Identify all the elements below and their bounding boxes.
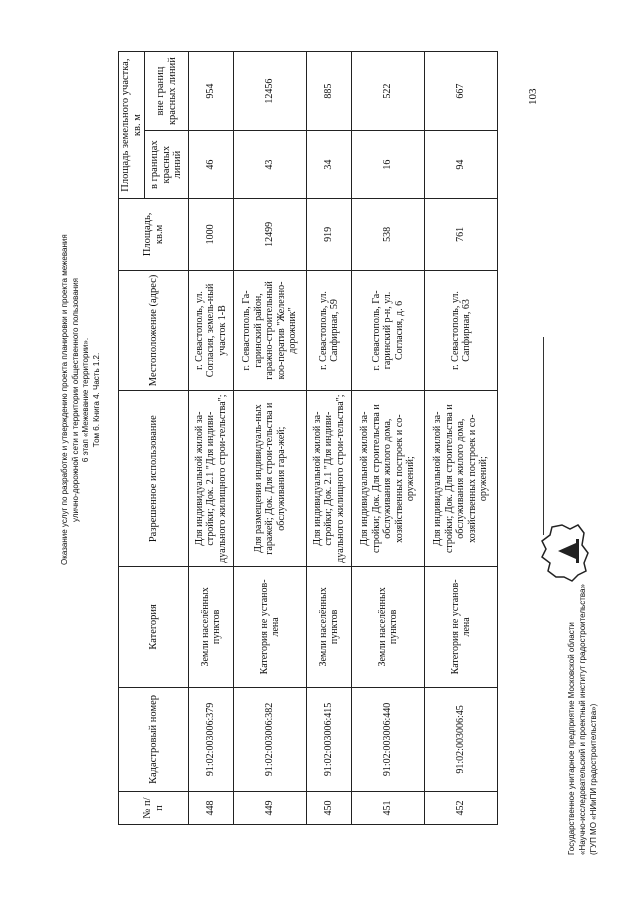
- document-header: [60, 235, 102, 565]
- cell-permitted-use: Для индивидуальной жилой за-стройки; Док. Для строительства и обслуживания жилого дома, хозяйственных построек и со-оружений;: [352, 391, 425, 567]
- cell-inside: 43: [234, 131, 307, 199]
- cell-cadastral: 91:02:003006:440: [352, 687, 425, 791]
- header-outside-red-lines: вне границ красных линий: [145, 52, 189, 131]
- footer: [566, 495, 599, 855]
- footer-line: (ГУП МО «НИиПИ градостроительства»): [589, 703, 598, 855]
- cell-inside: 46: [189, 131, 234, 199]
- footer-line: «Научно-исследовательский и проектный институт градостроительства»: [578, 584, 587, 855]
- land-plots-table: [118, 51, 498, 825]
- cell-area: 919: [307, 199, 352, 270]
- cell-outside: 522: [352, 52, 425, 131]
- table-row: [307, 52, 352, 825]
- cell-num: 451: [352, 792, 425, 825]
- cell-area: 538: [352, 199, 425, 270]
- cell-category: Категория не установ-лена: [425, 567, 498, 688]
- header-category: Категория: [119, 567, 189, 688]
- cell-permitted-use: Для индивидуальной жилой за-стройки; Док. 2.1 "Для индиви-дуального жилищного строи-тельства";: [189, 391, 234, 567]
- cell-location: г. Севастополь, ул. Сапфирная, 59: [307, 270, 352, 391]
- cell-permitted-use: Для размещения индивидуаль-ных гаражей; Док. Для строи-тельства и обслуживания гара-жей;: [234, 391, 307, 567]
- cell-outside: 954: [189, 52, 234, 131]
- header-line: Оказание услуг по разработке и утверждению проекта планировки и проекта межевания: [60, 234, 69, 565]
- header-cadastral: Кадастровый номер: [119, 687, 189, 791]
- header-line: 6 этап «Межевание территории».: [81, 337, 91, 463]
- cell-cadastral: 91:02:003006:415: [307, 687, 352, 791]
- cell-num: 448: [189, 792, 234, 825]
- cell-outside: 667: [425, 52, 498, 131]
- cell-location: г. Севастополь, ул. Сапфирная, 63: [425, 270, 498, 391]
- cell-category: Земли населённых пунктов: [307, 567, 352, 688]
- cell-cadastral: 91:02:003006:379: [189, 687, 234, 791]
- cell-location: г. Севастополь, Га-гаринский р-н, ул. Согласия, д. 6: [352, 270, 425, 391]
- footer-divider: [543, 337, 544, 535]
- cell-location: г. Севастополь, Га-гаринский район, гаражно-строительный коо-ператив "Железно-дорожник": [234, 270, 307, 391]
- table-row: [425, 52, 498, 825]
- cell-outside: 12456: [234, 52, 307, 131]
- cell-area: 761: [425, 199, 498, 270]
- cell-permitted-use: Для индивидуальной жилой за-стройки; Док. 2.1 "Для индиви-дуального жилищного строи-тельства";: [307, 391, 352, 567]
- header-permitted-use: Разрешенное использование: [119, 391, 189, 567]
- cell-cadastral: 91:02:003006:45: [425, 687, 498, 791]
- footer-line: Государственное унитарное предприятие Московской области: [567, 622, 576, 855]
- table-row: [352, 52, 425, 825]
- header-location: Местоположение (адрес): [119, 270, 189, 391]
- header-line: Том 6. Книга 4. Часть 1.2.: [91, 352, 101, 448]
- cell-inside: 94: [425, 131, 498, 199]
- header-line: улично-дорожной сети и территории общественного пользования: [70, 278, 80, 522]
- cell-num: 452: [425, 792, 498, 825]
- page-number: 103: [527, 88, 539, 105]
- cell-category: Земли населённых пунктов: [352, 567, 425, 688]
- cell-permitted-use: Для индивидуальной жилой за-стройки; Док. Для строительства и обслуживания жилого дома, хозяйственных построек и со-оружений;: [425, 391, 498, 567]
- cell-location: г. Севастополь, ул. Согласия, земель-ный участок 1-В: [189, 270, 234, 391]
- cell-num: 449: [234, 792, 307, 825]
- header-num: № п/п: [119, 792, 189, 825]
- cell-inside: 34: [307, 131, 352, 199]
- table-row: [189, 52, 234, 825]
- table-row: [234, 52, 307, 825]
- cell-area: 1000: [189, 199, 234, 270]
- header-inside-red-lines: в границах красных линий: [145, 131, 189, 199]
- header-area: Площадь, кв.м: [119, 199, 189, 270]
- cell-category: Категория не установ-лена: [234, 567, 307, 688]
- cell-inside: 16: [352, 131, 425, 199]
- cell-outside: 885: [307, 52, 352, 131]
- cell-cadastral: 91:02:003006:382: [234, 687, 307, 791]
- cell-area: 12499: [234, 199, 307, 270]
- cell-category: Земли населённых пунктов: [189, 567, 234, 688]
- cell-num: 450: [307, 792, 352, 825]
- header-land-area: Площадь земельного участка, кв. м: [119, 52, 145, 199]
